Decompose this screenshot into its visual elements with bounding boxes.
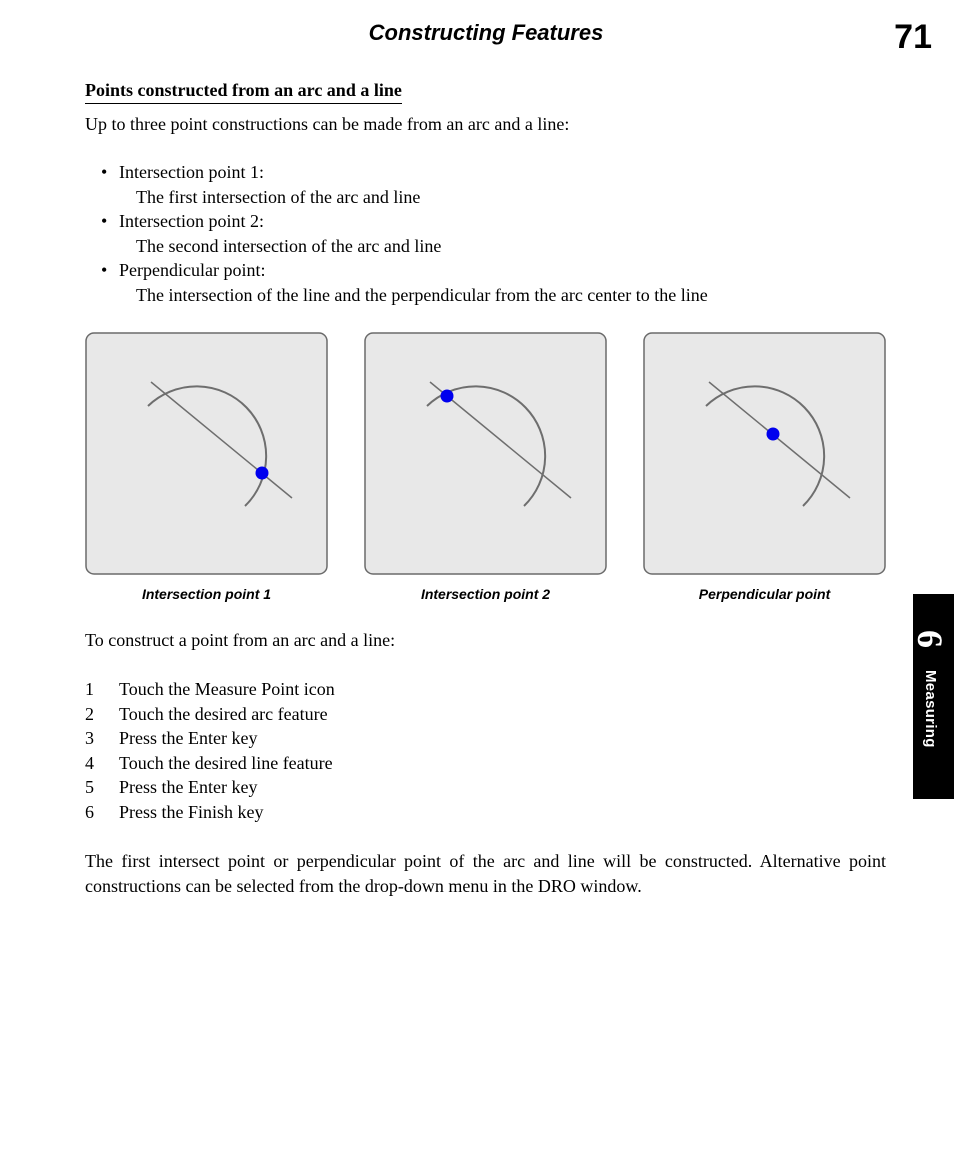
step-text: Press the Enter key [119,728,258,749]
bullet-term: • Intersection point 1: [101,162,264,182]
step-number: 1 [85,679,94,699]
step-text: Press the Enter key [119,777,258,798]
step-item [85,726,335,751]
header-title: Constructing Features [368,20,604,45]
constructed-point [441,390,454,403]
procedure-lead: To construct a point from an arc and a line: [85,630,396,650]
figure-frame [86,333,327,574]
step-text: Touch the Measure Point icon [119,679,335,699]
figure-illustration [643,332,886,575]
step-number: 4 [85,752,94,773]
bullet-desc: The intersection of the line and the perpendicular from the arc center to the line [136,284,708,305]
bullet-item [101,209,708,258]
step-list [85,677,335,825]
step-item [85,751,335,776]
figure-frame [644,333,885,574]
closing-paragraph: The first intersect point or perpendicular point of the arc and line will be constructed. Alternative point constructions can be selected from the drop-down menu in the DRO window. [85,851,886,896]
intro-text: Up to three point constructions can be made from an arc and a line: [85,114,570,134]
constructed-point [256,467,269,480]
figure-frame [365,333,606,574]
step-number: 2 [85,703,94,724]
bullet-item [101,160,708,209]
step-number: 6 [85,801,94,822]
step-item [85,677,335,702]
figure-perpendicular-point [643,332,886,575]
step-item [85,800,335,825]
figure-caption: Intersection point 2 [420,586,551,602]
figure-illustration [364,332,607,575]
step-text: Touch the desired arc feature [119,703,328,724]
bullet-desc: The second intersection of the arc and line [136,235,442,256]
bullet-term: • Perpendicular point: [101,260,265,280]
step-item [85,775,335,800]
step-text: Press the Finish key [119,801,264,822]
figure-caption: Intersection point 1 [141,586,272,602]
chapter-tab [910,594,954,799]
step-text: Touch the desired line feature [119,752,333,773]
figure-intersection-point-1 [85,332,328,575]
step-item [85,702,335,727]
section-heading: Points constructed from an arc and a line [85,80,402,104]
figure-intersection-point-2 [364,332,607,575]
chapter-number: 6 [910,630,950,648]
constructed-point [767,428,780,441]
step-number: 5 [85,777,94,798]
chapter-label: Measuring [922,670,939,748]
bullet-list [101,160,708,308]
bullet-term: • Intersection point 2: [101,211,264,231]
figure-caption: Perpendicular point [698,586,831,602]
page-number: 71 [894,18,932,56]
bullet-desc: The first intersection of the arc and line [136,186,421,207]
step-number: 3 [85,728,94,749]
bullet-item [101,258,708,307]
figure-illustration [85,332,328,575]
